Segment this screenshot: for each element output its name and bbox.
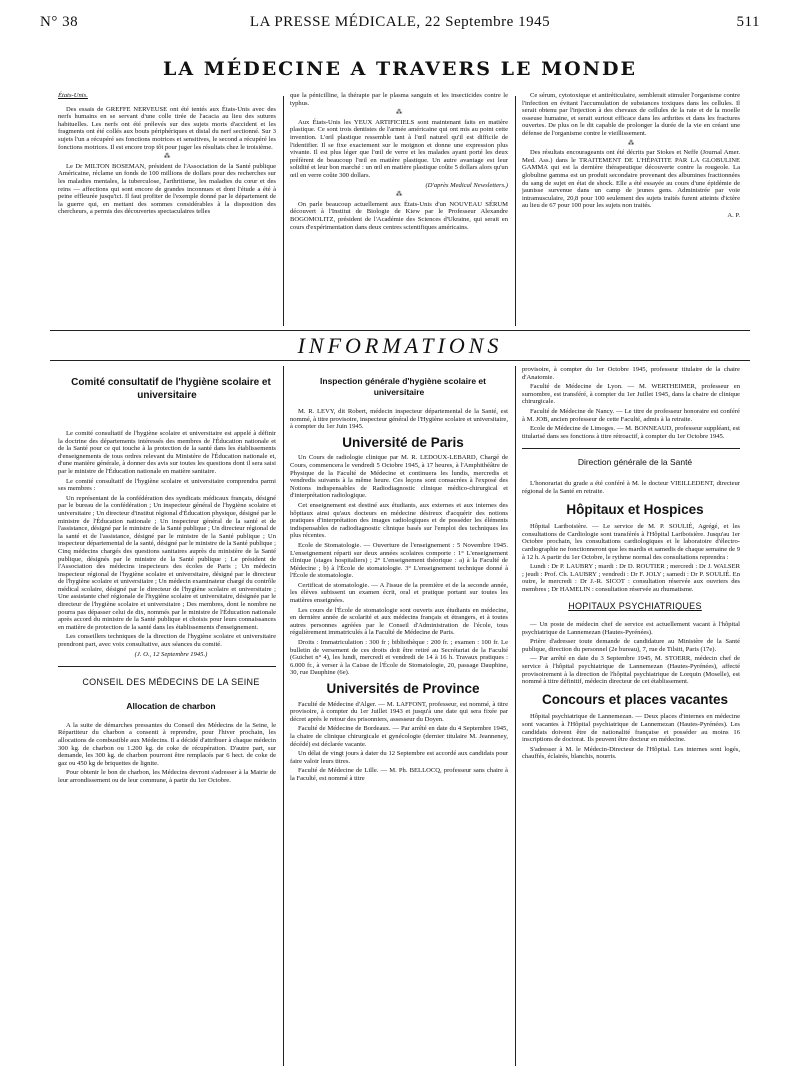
article-paragraph: Cet enseignement est destiné aux étudiants, aux externes et aux internes des hôpitaux ainsi qu'aux docteurs en médecine désireux d'acquérir des notions pratiques d'interprétation des images radiologiques et de posséder les éléments indispensables de radiodiagnostic clinique basés sur l'emploi des techniques les plus récentes. [290,501,508,540]
signature: A. P. [727,211,740,219]
section-rule [50,360,750,361]
section-heading: Direction générale de la Santé [577,457,693,468]
article-paragraph: Un délai de vingt jours à dater du 12 Septembre est accordé aux candidats pour faire valoir leurs titres. [290,750,508,765]
separator [58,666,276,667]
column-rule [515,366,516,1066]
article-paragraph: Hôpital psychiatrique de Lannemezan. — Deux places d'internes en médecine sont vacantes à l'Hôpital psychiatrique de Lannemezan (Hautes-Pyrénées). Les candidats doivent être de nationalité française et posséder au moins 16 inscriptions de doctorat. Ils peuvent être docteur en médecine. [522,713,740,744]
column-rule [283,366,284,1066]
article-paragraph: Lundi : Dr P. LAUBRY ; mardi : Dr D. ROUTIER ; mercredi : Dr J. WALSER ; jeudi : Prof. Ch. LAUBRY ; vendredi : Dr F. JOLY ; samedi : Dr P. SOULIÉ. En outre, le mercredi : Dr J.-R. SICOT : consultation réservée aux ouvriers des membres ; Dr HAMELIN : consultation réservée au rhumatisme. [522,563,740,593]
article-paragraph: provisoire, à compter du 1er Octobre 1945, professeur titulaire de la chaire d'Anatomie. [522,366,740,381]
informations-title: INFORMATIONS [297,333,503,358]
separator: ⁂ [163,153,171,161]
article-paragraph: Des résultats encourageants ont été décrits par Stokes et Neffe (Journal Amer. Med. Ass.) dans le TRAITEMENT DE L'HÉPATITE PAR LA GLOBULINE GAMMA qui est la dernière thérapeutique découverte contre la rougeole. La globuline gamma est un produit secondaire provenant des albumines fractionnées du sang de sujet en état de shock. Elle a été essayée au cours d'une épidémie de jaunisse survenue dans un camp de jeunes gens. Administrée par voie intramusculaire, 20,8 pour 100 seulement des sujets traités furent atteints d'ictère au lieu de 67 pour 100 pour les sujets non traités. [522,149,740,210]
place-heading: États-Unis. [58,92,88,99]
section-rule [50,330,750,331]
article-paragraph: Faculté de Médecine de Nancy. — Le titre de professeur honoraire est conféré à M. JOB, ancien professeur de cette Faculté, admis à la retraite. [522,407,740,423]
section-heading: HOPITAUX PSYCHIATRIQUES [568,601,702,612]
article-paragraph: que la pénicilline, la thérapie par le plasma sanguin et les insecticides contre le typhus. [290,92,508,107]
section-heading: Concours et places vacantes [541,691,729,707]
informations-column-left [58,376,276,787]
separator [522,448,740,449]
informations-column-middle [290,376,508,785]
article-paragraph: S'adresser à M. le Médecin-Directeur de l'Hôpital. Les internes sont logés, chauffés, éclairés, blanchis, nourris. [522,745,740,761]
top-column-2 [290,92,508,233]
article-paragraph: Faculté de Médecine de Lyon. — M. WERTHEIMER, professeur en surnombre, est transféré, à compter du 1er Juillet 1945, dans la chaire de clinique chirurgicale. [522,383,740,406]
article-paragraph: A la suite de démarches pressantes du Conseil des Médecins de la Seine, le Répartiteur du charbon a consenti à reprendre, pour l'hiver prochain, les allocations de combustible aux Médecins. Il a décidé d'attribuer à chaque médecin 300 kg. de charbon ou 1.200 kg. de coke de récupération. D'autre part, sur demande, les 300 kg. de charbon pourront être remplacés par 6 hect. de coke de gaz ou 450 kg de briquettes de lignite. [58,721,276,767]
article-paragraph: On parle beaucoup actuellement aux États-Unis d'un NOUVEAU SÉRUM découvert à l'Institut de Biologie de Kiew par le Professeur Alexandre BOGOMOLITZ, président de l'Académie des Sciences d'Ukraine, qui serait en cours d'expérimentation dans deux centres scientifiques américains. [290,200,508,231]
article-paragraph: Les cours de l'École de stomatologie sont ouverts aux étudiants en médecine, en dernière année de scolarité et aux médecins français et étrangers, et à toutes autres personnes agréées par le Conseil d'Administration de l'école, tous régulièrement immatriculés à la Faculté de Médecine de Paris. [290,606,508,637]
section-heading: Comité consultatif de l'hygiène scolaire et universitaire [71,377,271,401]
section-heading: Hôpitaux et Hospices [566,501,704,517]
article-paragraph: Faculté de Médecine de Lille. — M. Ph. BELLOCQ, professeur sans chaire à la Faculté, est nommé à titre [290,767,508,782]
informations-column-right [522,366,740,763]
article-paragraph: Aux États-Unis les YEUX ARTIFICIELS sont maintenant faits en matière plastique. Ce sont trois dentistes de l'armée américaine qui ont mis au point cette invention. L'œil plastique ressemble tant à l'œil naturel qu'il est difficile de l'identifier. Il se fixe exactement sur le moignon et donne une expression plus vivante. Il est plus léger que l'œil de verre et les malades ayant porté les deux préfèrent de beaucoup l'œil en matière plastique. Un autre avantage est leur solidité et leur bon marché : un œil en matière plastique coûte 5 dollars alors qu'un œil en verre coûte 300 dollars. [290,118,508,179]
top-column-3 [522,92,740,222]
article-paragraph: Faculté de Médecine d'Alger. — M. LAFFONT, professeur, est nommé, à titre provisoire, à compter du 1er Juillet 1943 et jusqu'à une date qui sera fixée par décret après le retour des prisonniers, assesseur du Doyen. [290,700,508,723]
source-note: (D'après Medical Newsletters.) [425,181,508,189]
article-paragraph: Le comité consultatif de l'hygiène scolaire et universitaire est appelé à définir la doctrine des départements intéressés des membres de l'Éducation nationale et de la Santé pour ce qui touche à la protection de la santé dans les établissements d'enseignements de tous ordres relevant du Ministère de l'Éducation nationale et, d'une manière générale, à donner des avis sur toutes les questions dont il sera saisi par le ministre de l'Éducation nationale en matière sanitaire. [58,430,276,475]
article-paragraph: Un représentant de la confédération des syndicats médicaux français, désigné par le bureau de la confédération ; Un inspecteur général de l'hygiène scolaire et universitaire ; Un directeur d'institut régional d'Éducation physique, désigné par le ministre de l'Éducation nationale ; Un inspecteur général de la santé et de l'assistance, désigné par le ministre de la Santé publique ; Un directeur régional de la santé et de l'assistance, désigné par le ministre de la Santé publique ; Un inspecteur départemental de la santé, désigné par le ministre de la Santé publique ; Cinq médecins chargés des questions sanitaires auprès du ministère de la Santé publique, désignés par le ministre de la Santé publique ; Le président de l'Association des médecins inspecteurs des écoles de Paris ; Un médecin inspecteur régional de l'hygiène scolaire et universitaire, désigné par le directeur de l'hygiène scolaire et universitaire ; Un médecin examinateur chargé du contrôle médical scolaire, désigné par le directeur de l'hygiène scolaire et universitaire ; Une assistante chef régionale de l'hygiène scolaire et universitaire, désignée par le directeur de l'hygiène scolaire et universitaire ; Des membres, dont le nombre ne pourra pas dépasser celui de dix, nommés par le ministre de l'Éducation nationale après accord du ministre de la Santé publique et choisis pour leurs connaissances en matière de protection de la santé dans les établissements d'enseignement. [58,494,276,631]
section-heading: Universités de Province [326,681,480,696]
separator: ⁂ [627,139,635,147]
article-paragraph: Pour obtenir le bon de charbon, les Médecins devront s'adresser à la Mairie de leur arrondissement ou de leur commune, à partir du 1er Octobre. [58,769,276,784]
journal-title: LA PRESSE MÉDICALE, 22 Septembre 1945 [249,14,551,30]
article-paragraph: — Par arrêté en date du 3 Septembre 1945, M. STOERR, médecin chef de service à l'hôpital psychiatrique de Lannemezan (Hautes-Pyrénées), affecté provisoirement à la direction de l'hôpital psychiatrique de Lorquin (Moselle), est nommé à titre définitif, médecin directeur de cet établissement. [522,655,740,686]
column-rule [515,96,516,326]
section-heading: Inspection générale d'hygiène scolaire et universitaire [320,376,486,397]
article-paragraph: Prière d'adresser toute demande de candidature au Ministère de la Santé publique, direction du personnel (2e bureau), 7, rue de Tilsitt, Paris (17e). [522,638,740,653]
article-paragraph: Un Cours de radiologie clinique par M. R. LEDOUX-LEBARD, Chargé de Cours, commencera le vendredi 5 Octobre 1945, à 17 heures, à l'Amphithéâtre de Physique de la Faculté de Médecine et continuera les lundis, mercredis et vendredis suivants à la même heure. Ces leçons sont consacrées à l'exposé des Notions indispensables de Radiodiagnostic clinique médico-chirurgical et d'interprétation radiologique. [290,454,508,500]
article-paragraph: Le comité consultatif de l'hygiène scolaire et universitaire comprendra parmi ses membres : [58,477,276,493]
article-paragraph: Des essais de GREFFE NERVEUSE ont été tentés aux États-Unis avec des nerfs humains en se servant d'une colle tirée de l'acacia au lieu des sutures habituelles. Les nerfs ont été prélevés sur des sujets morts d'accident et les fragments ont été collés aux bouts périphériques et distal du nerf sectionné. Sur 3 sujets l'un a récupéré ses fonctions motrices et sensitives, le second a récupéré les fonctions motrices. Il est encore trop tôt pour juger les résultats chez le troisième. [58,105,276,151]
section-heading: Université de Paris [342,434,464,450]
article-paragraph: Le Dr MILTON BOSEMAN, président de l'Association de la Santé publique Américaine, réclame un fonds de 100 millions de dollars pour des recherches sur les maladies mentales, la tuberculose, l'arthritisme, les maladies du cœur et des reins — affections qui sont encore de grandes inconnues et dont l'étude a été à peine effleurée jusqu'ici. Il faut profiter de l'exemple donné par le département de la guerre qui, en mettant des sommes considérables à la disposition des chercheurs, a permis des découvertes spectaculaires telles [58,162,276,216]
section-heading: CONSEIL DES MÉDECINS DE LA SEINE [82,677,260,688]
issue-number: N° 38 [40,14,79,30]
section-banner: LA MÉDECINE A TRAVERS LE MONDE [162,58,638,80]
article-paragraph: Ce sérum, cytotoxique et antiréticulaire, semblerait stimuler l'organisme contre l'infection en évitant l'accumulation de substances toxiques dans les cellules. Il serait obtenu par l'injection à des chevaux de cellules de la rate et de la moelle osseuse humaine, et serait surtout efficace dans les arthrites et dans les fractures ouvertes. De plus on le dit capable de prolonger la durée de la vie en créant une défense de l'organisme contre le vieillissement. [522,92,740,137]
separator: ⁂ [395,109,403,117]
separator: ⁂ [395,191,403,199]
article-paragraph: — Un poste de médecin chef de service est actuellement vacant à l'hôpital psychiatrique de Lannemezan (Hautes-Pyrénées). [522,621,740,636]
page-number: 511 [736,14,760,30]
top-column-1 [58,92,276,218]
article-paragraph: Certificat de stomatologie. — A l'issue de la première et de la seconde année, les élèves subissent un examen écrit, oral et pratique portant sur toutes les matières enseignées. [290,581,508,605]
article-paragraph: Ecole de Médecine de Limoges. — M. BONNEAUD, professeur suppléant, est titularisé dans ses fonctions à titre rétroactif, à compter du 1er Octobre 1945. [522,425,740,440]
article-paragraph: Ecole de Stomatologie. — Ouverture de l'enseignement : 5 Novembre 1945. L'enseignement réparti sur deux années scolaires comporte : 1° L'enseignement clinique (stages hospitaliers) ; 2° L'enseignement théorique : a) à la Faculté de Médecine ; b) à l'École de stomatologie. 3° L'enseignement technique donné à l'École de stomatologie. [290,541,508,580]
article-paragraph: Droits : Immatriculation : 300 fr ; bibliothèque : 200 fr. ; examen : 100 fr. Le bulletin de versement de ces droits doit être retiré au Secrétariat de la Faculté (Guichet n° 4), les lundi, mercredi et vendredi de 14 à 16 h. Travaux pratiques : 6.000 fr., à verser à la Caisse de l'École de Stomatologie, 20, passage Dauphine, 30, rue Dauphine (6e). [290,639,508,677]
page-header [40,14,760,30]
article-paragraph: Les conseillers techniques de la direction de l'hygiène scolaire et universitaire prendront part, avec voix consultative, aux séances du comité. [58,633,276,649]
article-paragraph: Hôpital Lariboisière. — Le service de M. P. SOULIÉ, Agrégé, et les consultations de Cardiologie sont transférés à l'Hôpital Lariboisière. Jusqu'au 1er Octobre prochain, les consultations cardiologiques et le laboratoire d'électro-cardiographie ne fonctionneront que les mardis et samedis de chaque semaine de 9 à 12 h. A partir du 1er Octobre, le rythme normal des consultations reprendra : [522,523,740,561]
source-note: (J. O., 12 Septembre 1945.) [134,650,208,658]
column-rule [283,96,284,326]
subsection-heading: Allocation de charbon [126,700,216,711]
article-paragraph: Faculté de Médecine de Bordeaux. — Par arrêté en date du 4 Septembre 1945, la chaire de clinique chirurgicale et gynécologie (dernier titulaire M. Jeanneney, décédé) est déclarée vacante. [290,725,508,748]
article-paragraph: M. R. LEVY, dit Robert, médecin inspecteur départemental de la Santé, est nommé, à titre provisoire, inspecteur général de l'Hygiène scolaire et universitaire, à compter du 1er Juin 1945. [290,408,508,431]
article-paragraph: L'honorariat du grade a été conféré à M. le docteur VIEILLEDENT, directeur régional de la Santé en retraite. [522,480,740,495]
